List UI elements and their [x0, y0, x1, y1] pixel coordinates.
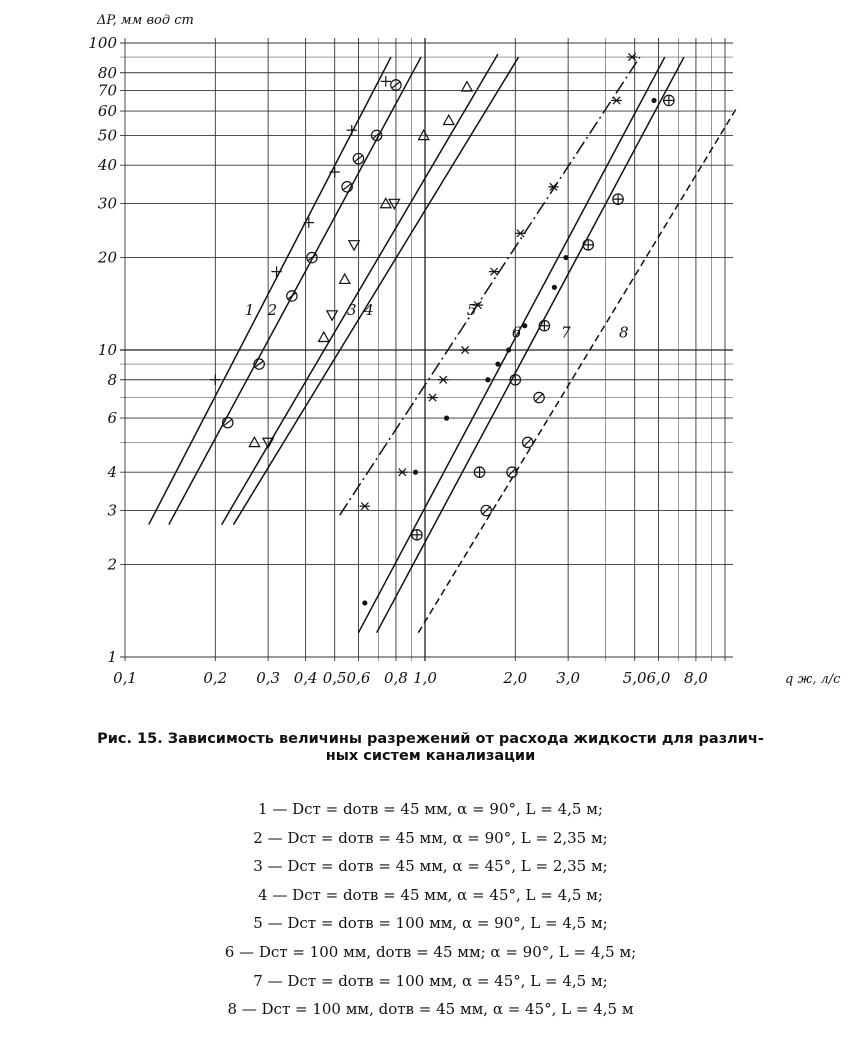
- x-tick-label: 0,5: [322, 669, 347, 687]
- data-point-triangle: [444, 115, 454, 124]
- series-line-6: [358, 57, 664, 633]
- series-line-1: [149, 57, 391, 525]
- data-point-asterisk: [438, 376, 448, 383]
- data-point-circle: [287, 291, 297, 301]
- y-tick-label: 10: [97, 341, 117, 359]
- data-point-circle-plus: [412, 530, 422, 540]
- legend: [0, 795, 861, 1024]
- y-tick-label: 70: [97, 81, 117, 100]
- data-point-plus: [271, 266, 281, 276]
- y-tick-label: 50: [97, 126, 117, 145]
- x-tick-label: 0,3: [256, 669, 281, 687]
- data-point-asterisk: [460, 346, 470, 353]
- data-point-circle-plus: [510, 375, 520, 385]
- legend-item-5: 5 — Dст = dотв = 100 мм, α = 90°, L = 4,5 м;: [253, 914, 608, 933]
- data-point-triangle: [462, 82, 472, 91]
- data-point-dot: [362, 600, 367, 605]
- y-tick-label: 30: [97, 194, 117, 213]
- y-tick-label: 6: [107, 409, 117, 428]
- data-point-triangle-down: [327, 311, 337, 320]
- x-tick-label: 0,8: [383, 669, 408, 687]
- y-tick-label: 40: [97, 156, 117, 175]
- y-tick-label: 1: [107, 648, 117, 666]
- x-tick-labels: [113, 669, 708, 687]
- data-point-asterisk: [427, 394, 437, 401]
- legend-item-7: 7 — Dст = dотв = 100 мм, α = 45°, L = 4,5 м;: [253, 971, 608, 990]
- figure-caption: [0, 731, 861, 765]
- data-point-dot: [563, 255, 568, 260]
- x-tick-label: 0,2: [203, 669, 228, 687]
- x-axis-title: q ж, л/с: [785, 672, 841, 687]
- legend-item-1: 1 — Dст = dотв = 45 мм, α = 90°, L = 4,5 м;: [258, 800, 603, 818]
- data-point-asterisk: [515, 230, 525, 237]
- data-point-dot: [485, 377, 490, 382]
- series-lines: [149, 54, 738, 633]
- data-point-triangle-down: [349, 241, 359, 250]
- caption-line-2: ных систем канализации: [325, 748, 536, 764]
- caption-line-1: Рис. 15. Зависимость величины разрежений от расхода жидкости для различ-: [97, 731, 764, 747]
- series-label-5: 5: [466, 301, 477, 320]
- series-markers: [210, 53, 674, 605]
- series-line-2: [169, 57, 421, 525]
- legend-item-4: 4 — Dст = dотв = 45 мм, α = 45°, L = 4,5 м;: [258, 885, 603, 904]
- y-tick-label: 100: [88, 34, 117, 52]
- data-point-plus: [381, 76, 391, 86]
- major-grid: [120, 38, 733, 661]
- data-point-dot: [552, 285, 557, 290]
- data-point-asterisk: [627, 53, 637, 60]
- y-tick-label: 20: [97, 248, 117, 267]
- data-point-plus: [210, 375, 220, 385]
- legend-item-3: 3 — Dст = dотв = 45 мм, α = 45°, L = 2,35 м;: [253, 857, 608, 876]
- legend-item-2: 2 — Dст = dотв = 45 мм, α = 90°, L = 2,35 м;: [253, 828, 608, 847]
- series-line-7: [377, 57, 684, 633]
- data-point-asterisk: [360, 503, 370, 510]
- legend-item-8: 8 — Dст = 100 мм, dотв = 45 мм, α = 45°, L = 4,5 м: [227, 1000, 634, 1019]
- x-tick-label: 0,6: [346, 669, 371, 687]
- data-point-circle-plus: [613, 194, 623, 204]
- data-point-dot: [413, 470, 418, 475]
- series-label-6: 6: [511, 323, 522, 342]
- y-axis-title: ΔP, мм вод ст: [97, 13, 194, 28]
- data-point-triangle: [319, 332, 329, 341]
- legend-item-6: 6 — Dст = 100 мм, dотв = 45 мм; α = 90°, L = 4,5 м;: [224, 942, 637, 961]
- series-labels: [245, 301, 629, 341]
- data-point-triangle: [340, 274, 350, 283]
- series-label-1: 1: [244, 301, 255, 320]
- x-tick-label: 5,0: [622, 669, 647, 687]
- x-tick-label: 6,0: [646, 669, 671, 687]
- x-tick-label: 3,0: [556, 669, 581, 687]
- y-tick-label: 60: [97, 102, 117, 121]
- y-tick-label: 80: [97, 63, 117, 82]
- x-tick-label: 1,0: [413, 669, 437, 687]
- series-label-7: 7: [561, 323, 571, 342]
- data-point-dot: [495, 361, 500, 366]
- y-tick-label: 3: [107, 501, 117, 520]
- data-point-circle-plus: [664, 95, 674, 105]
- data-point-triangle: [249, 437, 259, 446]
- data-point-dot: [444, 416, 449, 421]
- data-point-circle-plus: [474, 467, 484, 477]
- series-line-8: [418, 107, 737, 633]
- series-line-4: [234, 57, 519, 525]
- y-tick-labels: [88, 34, 117, 666]
- y-tick-label: 2: [107, 555, 117, 574]
- x-tick-label: 2,0: [503, 669, 528, 687]
- data-point-plus: [329, 167, 339, 177]
- data-point-dot: [522, 323, 527, 328]
- data-point-dot: [651, 98, 656, 103]
- x-tick-label: 8,0: [683, 669, 708, 687]
- data-point-asterisk: [397, 469, 407, 476]
- series-label-4: 4: [364, 301, 374, 320]
- data-point-triangle: [418, 130, 428, 139]
- data-point-dot: [506, 347, 511, 352]
- series-label-8: 8: [619, 323, 629, 342]
- y-tick-label: 4: [107, 463, 117, 482]
- series-label-2: 2: [267, 301, 278, 320]
- x-tick-label: 0,4: [293, 669, 318, 687]
- y-tick-label: 8: [107, 370, 117, 389]
- x-tick-label: 0,1: [113, 669, 137, 687]
- data-point-circle-plus: [539, 320, 549, 330]
- series-line-3: [222, 54, 498, 524]
- series-label-3: 3: [346, 301, 357, 320]
- data-point-circle-plus: [583, 240, 593, 250]
